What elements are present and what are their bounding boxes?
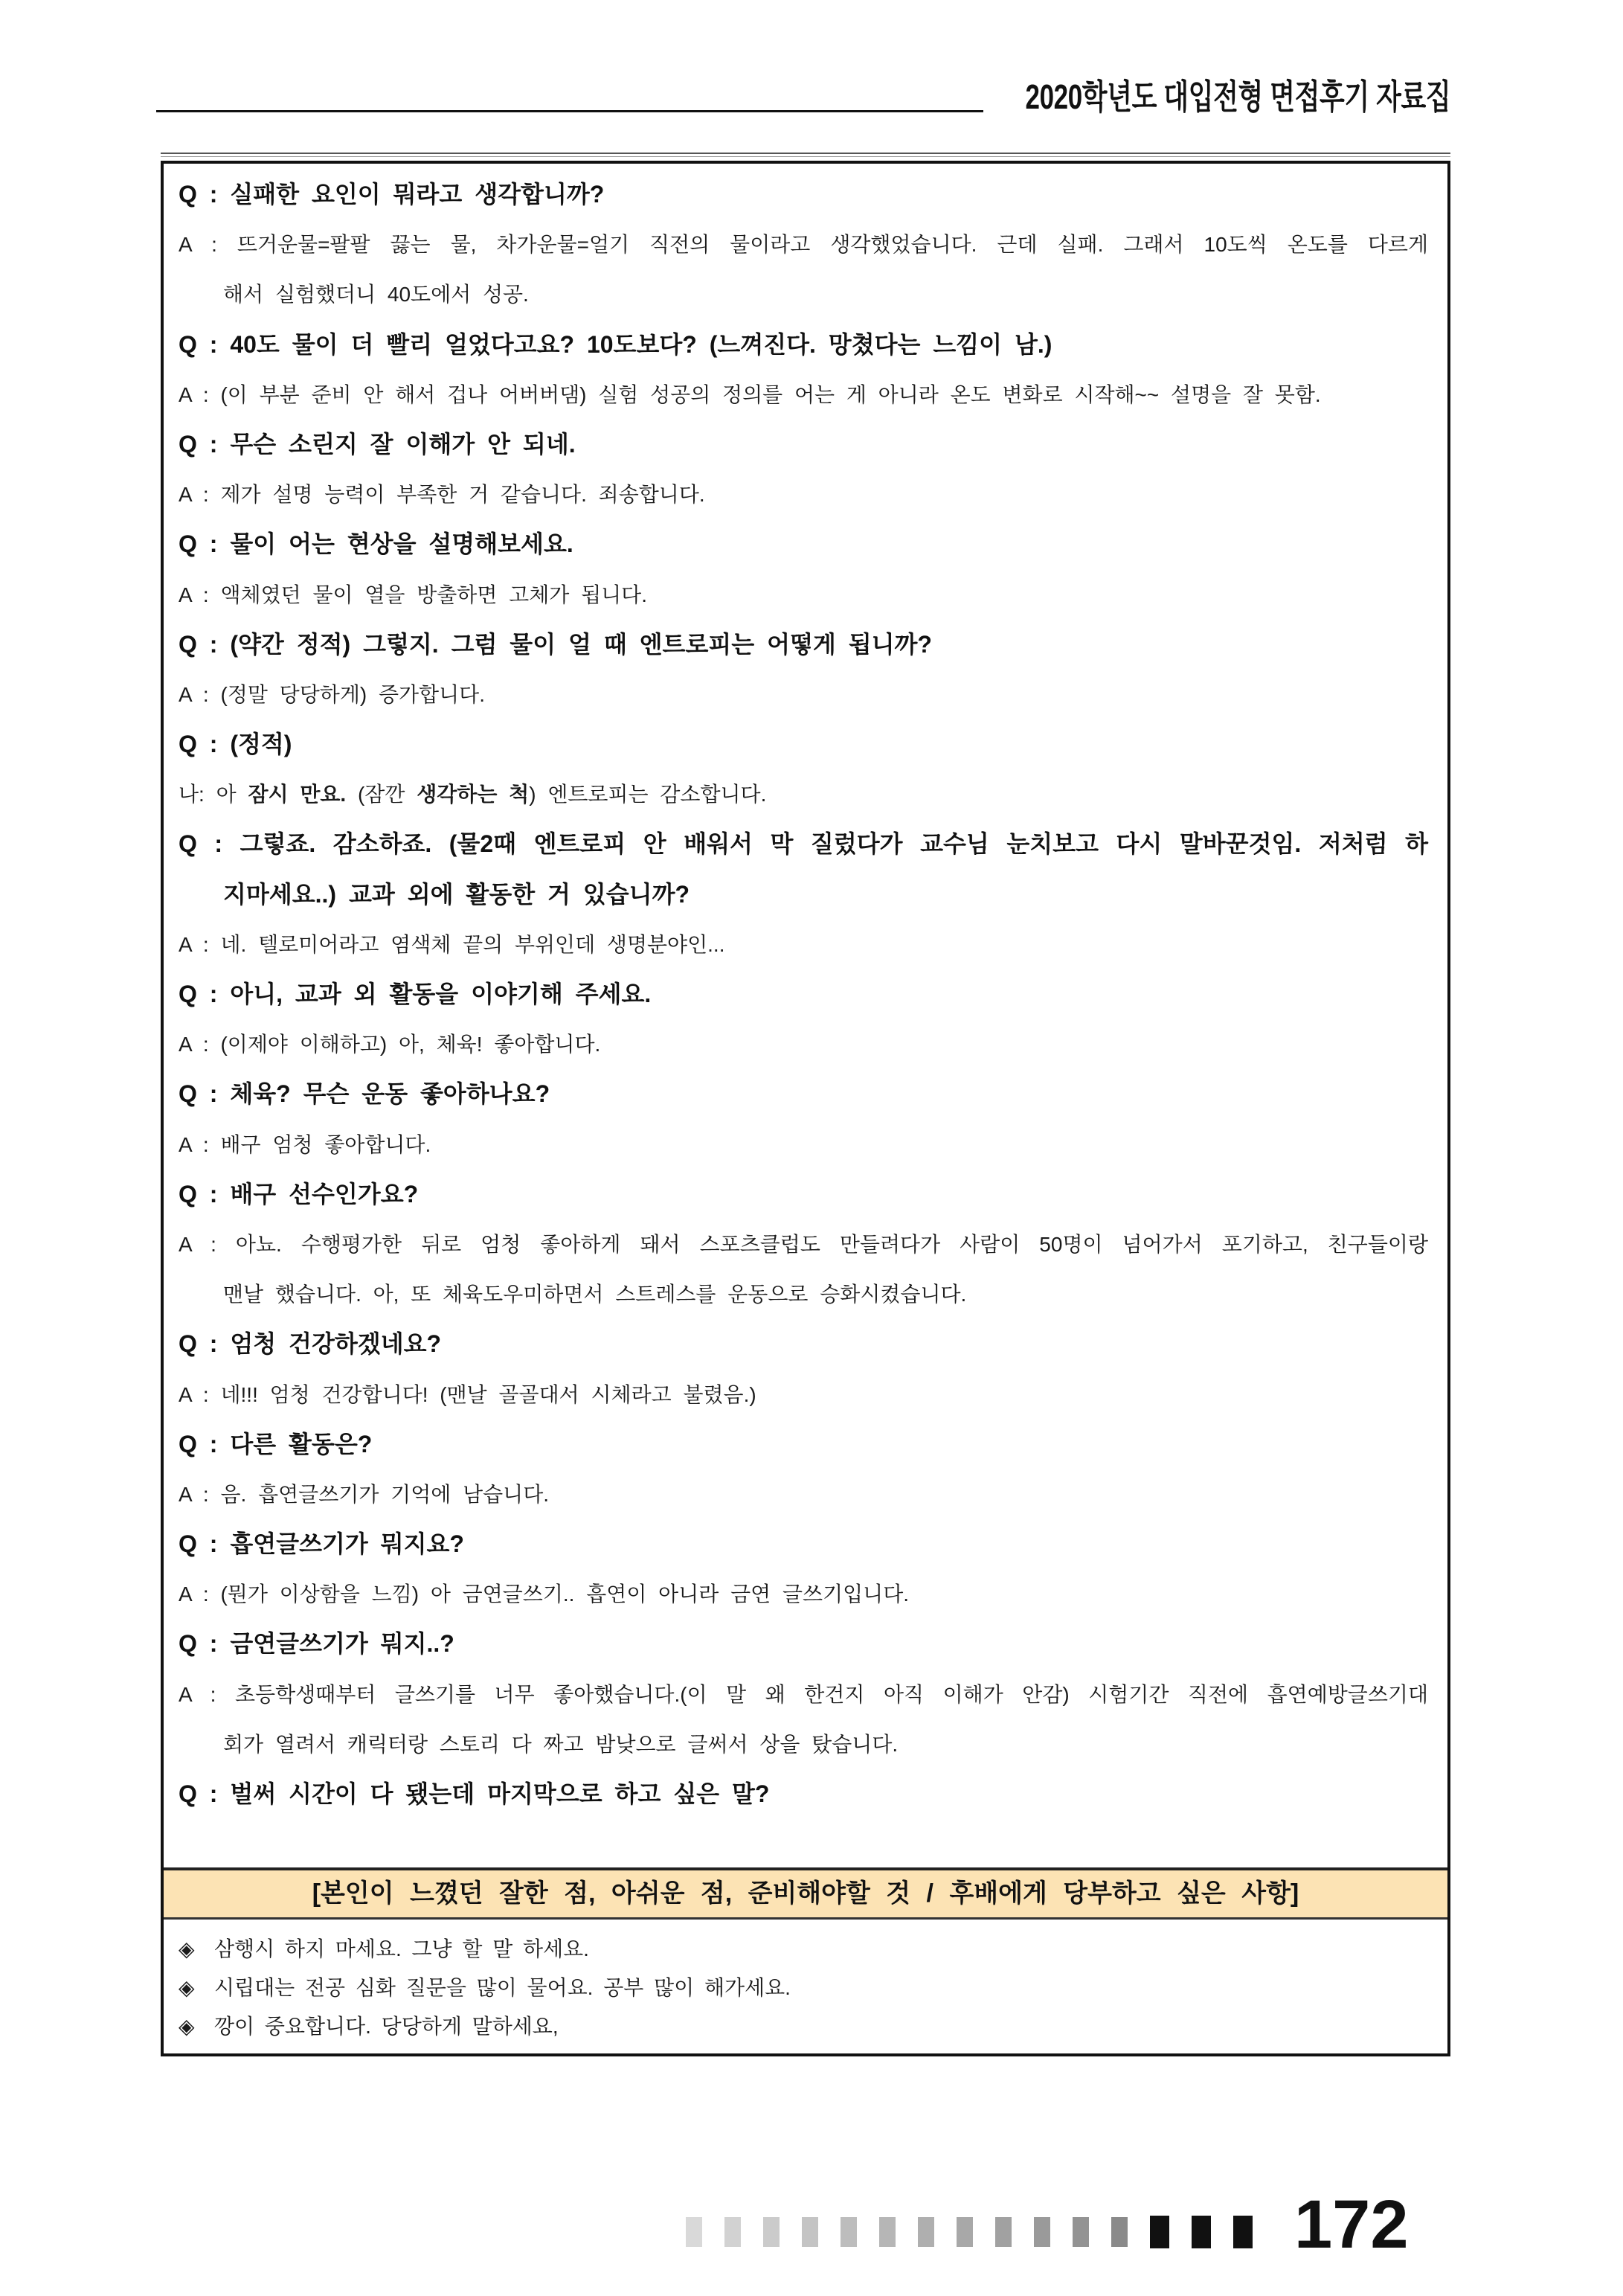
footer-bar <box>918 2217 934 2247</box>
answer-line: A : 뜨거운물=팔팔 끓는 물, 차가운물=얼기 직전의 물이라고 생각했었습니다. 근데 실패. 그래서 10도씩 온도를 다르게 <box>179 233 1428 257</box>
answer-line: A : (뭔가 이상함을 느낌) 아 금연글쓰기.. 흡연이 아니라 금연 글쓰기입니다. <box>179 1582 910 1606</box>
question-line: Q : 체육? 무슨 운동 좋아하나요? <box>179 1080 550 1108</box>
footer-bar-dark <box>1192 2216 1211 2248</box>
question-line: Q : 무슨 소린지 잘 이해가 안 되네. <box>179 430 576 458</box>
footer-bar <box>1111 2217 1128 2247</box>
answer-line: A : 배구 엄청 좋아합니다. <box>179 1132 431 1156</box>
answer-line: A : 액체였던 물이 열을 방출하면 고체가 됩니다. <box>179 583 648 606</box>
footer-bar <box>879 2217 896 2247</box>
question-line: Q : 다른 활동은? <box>179 1430 373 1458</box>
question-line: Q : 흡연글쓰기가 뭐지요? <box>179 1530 464 1558</box>
document-title: 2020학년도 대입전형 면접후기 자료집 <box>1025 77 1450 116</box>
advice-list <box>179 1930 1428 2046</box>
answer-line-continuation: 해서 실험했더니 40도에서 성공. <box>223 283 529 307</box>
question-line: Q : 배구 선수인가요? <box>179 1180 419 1208</box>
answer-line: A : 초등학생때부터 글쓰기를 너무 좋아했습니다.(이 말 왜 한건지 아직 이해가 안감) 시험기간 직전에 흡연예방글쓰기대 <box>179 1682 1428 1706</box>
reply-segment-bold: 잠시 만요. <box>248 783 347 807</box>
footer-bar <box>686 2217 702 2247</box>
diamond-bullet-icon: ◈ <box>179 1975 195 2000</box>
question-line: Q : 실패한 요인이 뭐라고 생각합니까? <box>179 181 605 208</box>
reply-segment: ) 엔트로피는 감소합니다. <box>529 783 767 807</box>
footer-bar <box>724 2217 741 2247</box>
footer-bar <box>841 2217 857 2247</box>
my-reply-line <box>179 769 1428 819</box>
question-line: Q : 금연글쓰기가 뭐지..? <box>179 1630 454 1658</box>
question-line: Q : 그렇죠. 감소하죠. (물2때 엔트로피 안 배워서 막 질렀다가 교수님 눈치보고 다시 말바꾼것임. 저처럼 하 <box>179 830 1428 858</box>
reply-segment: 나: 아 <box>179 783 248 807</box>
answer-line-continuation: 회가 열려서 캐릭터랑 스토리 다 짜고 밤낮으로 글써서 상을 탔습니다. <box>223 1732 899 1756</box>
footer-decoration <box>686 2216 1253 2248</box>
footer-bar <box>802 2217 818 2247</box>
question-line: Q : 40도 물이 더 빨리 얼었다고요? 10도보다? (느껴진다. 망쳤다는 느낌이 남.) <box>179 330 1052 358</box>
answer-line: A : (정말 당당하게) 증가합니다. <box>179 682 485 706</box>
answer-line: A : 네!!! 엄청 건강합니다! (맨날 골골대서 시체라고 불렸음.) <box>179 1382 756 1406</box>
footer-bar-dark <box>1233 2216 1253 2248</box>
advice-item <box>179 2007 1428 2046</box>
answer-line: A : 음. 흡연글쓰기가 기억에 남습니다. <box>179 1482 550 1506</box>
answer-line: A : (이제야 이해하고) 아, 체육! 좋아합니다. <box>179 1033 601 1056</box>
footer-bar-dark <box>1150 2216 1169 2248</box>
question-line-continuation: 지마세요..) 교과 외에 활동한 거 있습니까? <box>223 880 690 908</box>
page-number: 172 <box>1294 2187 1409 2263</box>
footer-bar <box>957 2217 973 2247</box>
question-line: Q : (정적) <box>179 731 292 758</box>
answer-line: A : 제가 설명 능력이 부족한 거 같습니다. 죄송합니다. <box>179 483 705 507</box>
footer-bar <box>1073 2217 1089 2247</box>
footer-bar <box>1034 2217 1050 2247</box>
diamond-bullet-icon: ◈ <box>179 1937 195 1961</box>
interview-box <box>161 161 1450 2056</box>
diamond-bullet-icon: ◈ <box>179 2014 195 2039</box>
reply-segment: (잠깐 <box>346 783 417 807</box>
advice-item <box>179 1969 1428 2007</box>
answer-line-continuation: 맨날 했습니다. 아, 또 체육도우미하면서 스트레스를 운동으로 승화시켰습니다. <box>223 1283 967 1306</box>
answer-line: A : 아뇨. 수행평가한 뒤로 엄청 좋아하게 돼서 스포츠클럽도 만들려다가 사람이 50명이 넘어가서 포기하고, 친구들이랑 <box>179 1232 1428 1256</box>
reply-segment-bold: 생각하는 척 <box>417 783 530 807</box>
advice-item-text: 삼행시 하지 마세요. 그냥 할 말 하세요. <box>214 1937 589 1960</box>
header-rule <box>156 110 983 112</box>
answer-line: A : 네. 텔로미어라고 염색체 끝의 부위인데 생명분야인... <box>179 932 725 956</box>
question-line: Q : (약간 정적) 그렇지. 그럼 물이 얼 때 엔트로피는 어떻게 됩니까? <box>179 630 932 658</box>
question-line: Q : 벌써 시간이 다 됐는데 마지막으로 하고 싶은 말? <box>179 1780 770 1807</box>
footer-bar <box>995 2217 1012 2247</box>
top-double-rule <box>161 153 1450 157</box>
advice-item-text: 깡이 중요합니다. 당당하게 말하세요, <box>214 2015 559 2038</box>
advice-item-text: 시립대는 전공 심화 질문을 많이 물어요. 공부 많이 해가세요. <box>214 1976 791 1999</box>
question-line: Q : 물이 어는 현상을 설명해보세요. <box>179 530 573 558</box>
interview-transcript <box>179 170 1428 1819</box>
advice-section-heading: [본인이 느꼈던 잘한 점, 아쉬운 점, 준비해야할 것 / 후배에게 당부하고 싶은 사항] <box>164 1867 1447 1920</box>
advice-item <box>179 1930 1428 1969</box>
question-line: Q : 엄청 건강하겠네요? <box>179 1330 442 1358</box>
answer-line: A : (이 부분 준비 안 해서 겁나 어버버댐) 실험 성공의 정의를 어는 게 아니라 온도 변화로 시작해~~ 설명을 잘 못함. <box>179 382 1321 406</box>
footer-bar <box>763 2217 780 2247</box>
question-line: Q : 아니, 교과 외 활동을 이야기해 주세요. <box>179 981 652 1007</box>
